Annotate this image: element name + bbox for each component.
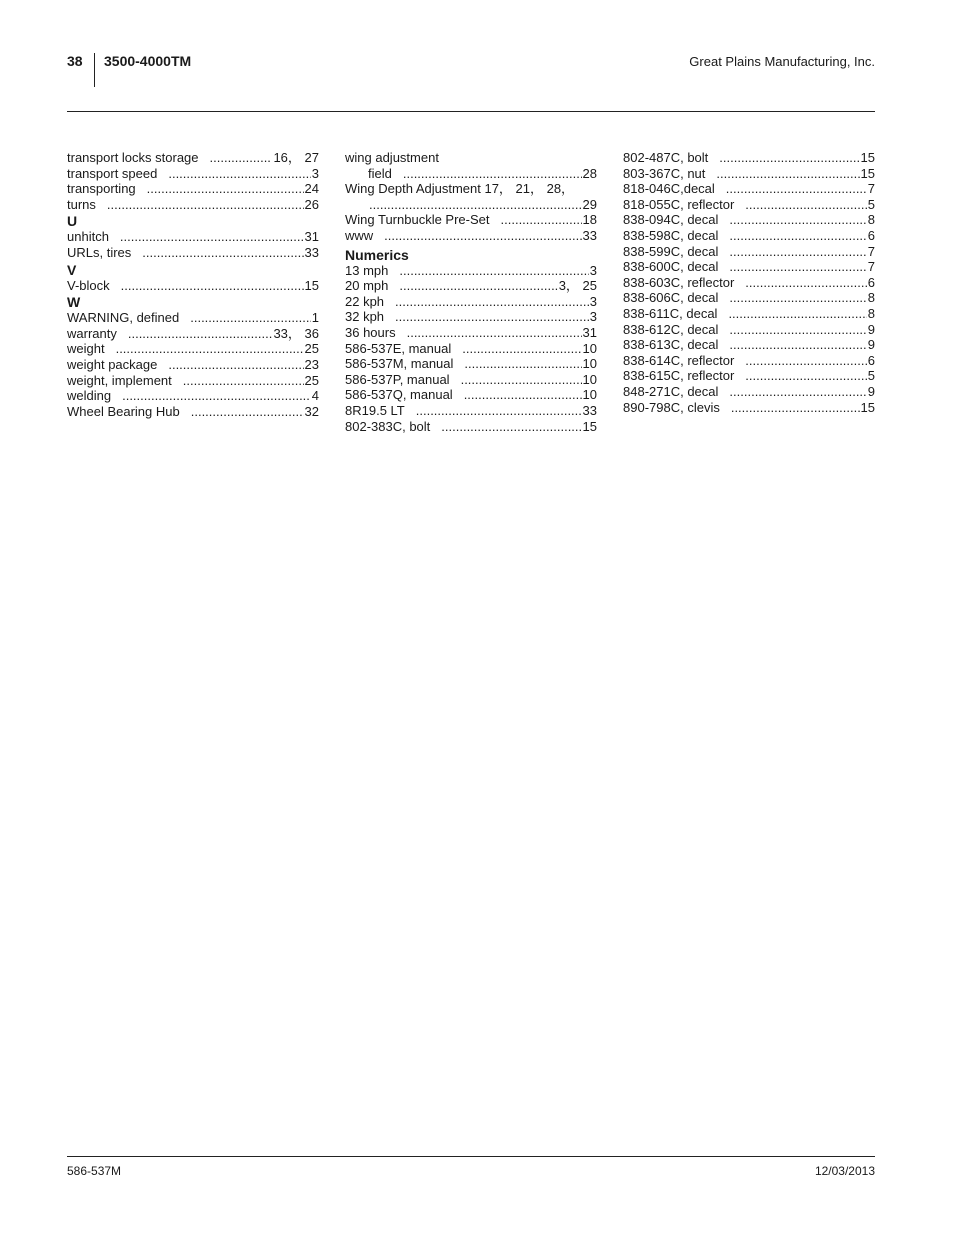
- index-entry-pages: 3: [589, 293, 597, 309]
- index-entry-label: unhitch: [67, 229, 109, 245]
- index-section-heading: Numerics: [345, 246, 409, 263]
- dot-leader: [384, 228, 581, 244]
- index-entry-label: 838-612C, decal: [623, 321, 719, 337]
- dot-leader: [403, 166, 582, 182]
- index-entry-pages: 9: [867, 337, 875, 353]
- dot-leader: [142, 245, 303, 261]
- index-entry-label: www: [345, 227, 374, 243]
- index-entry: [345, 228, 597, 244]
- doc-title: 3500-4000TM: [104, 53, 192, 69]
- index-entry-pages: 8: [867, 212, 875, 228]
- index-entry: [67, 229, 319, 245]
- index-entry-label: weight package: [67, 356, 158, 372]
- index-entry: [67, 373, 319, 389]
- dot-leader: [745, 353, 866, 369]
- dot-leader: [128, 326, 273, 342]
- dot-leader: [121, 278, 304, 294]
- index-entry-pages: 5: [867, 196, 875, 212]
- index-entry-pages: 1: [311, 310, 319, 326]
- index-entry: [623, 212, 875, 228]
- index-entry-pages: 3: [589, 309, 597, 325]
- dot-leader: [464, 387, 582, 403]
- index-entry-label: 586-537P, manual: [345, 371, 450, 387]
- index-entry-label: welding: [67, 388, 112, 404]
- header-rule: [67, 111, 875, 112]
- dot-leader: [183, 373, 304, 389]
- index-entry-label: 838-606C, decal: [623, 290, 719, 306]
- index-entry: [67, 181, 319, 197]
- index-entry-pages: 23: [304, 356, 319, 372]
- index-entry-label: 586-537E, manual: [345, 340, 452, 356]
- index-entry-label: warranty: [67, 325, 117, 341]
- index-entry-label: 22 kph: [345, 293, 385, 309]
- index-entry: [345, 419, 597, 435]
- index-entry-pages: 25: [304, 341, 319, 357]
- index-entry-label: 838-611C, decal: [623, 305, 718, 321]
- index-entry-label: 818-055C, reflector: [623, 196, 735, 212]
- index-entry-label: Wheel Bearing Hub: [67, 403, 180, 419]
- index-section-heading: W: [67, 294, 81, 311]
- dot-leader: [729, 337, 866, 353]
- index-entry-pages: 7: [867, 181, 875, 197]
- index-entry-label: 586-537Q, manual: [345, 387, 453, 403]
- dot-leader: [501, 212, 582, 228]
- dot-leader: [729, 228, 866, 244]
- index-entry: [623, 197, 875, 213]
- index-entry-pages: 16， 27: [273, 150, 319, 165]
- index-entry: [623, 337, 875, 353]
- index-entry: [67, 166, 319, 182]
- index-entry-label: 838-094C, decal: [623, 212, 719, 228]
- index-column-1: [67, 150, 319, 419]
- index-entry-pages: 15: [304, 277, 319, 293]
- index-entry-label: transport speed: [67, 165, 158, 181]
- index-entry-pages: 29: [582, 196, 597, 212]
- index-entry-pages: 10: [582, 387, 597, 403]
- index-entry-pages: 31: [582, 324, 597, 340]
- index-entry-pages: 26: [304, 196, 319, 212]
- index-entry: [623, 259, 875, 275]
- dot-leader: [168, 166, 310, 182]
- index-entry: [67, 310, 319, 326]
- index-entry: [67, 326, 319, 342]
- dot-leader: [395, 309, 589, 325]
- index-entry: [67, 388, 319, 404]
- index-entry-pages: 24: [304, 181, 319, 197]
- index-entry: [623, 353, 875, 369]
- index-entry-label: 818-046C,decal: [623, 181, 715, 197]
- dot-leader: [191, 404, 304, 420]
- footer-rule: [67, 1156, 875, 1157]
- index-entry-label: 838-600C, decal: [623, 259, 719, 275]
- index-entry-heading: Wing Depth Adjustment 17， 21， 28，: [345, 181, 575, 197]
- index-entry-pages: 4: [311, 388, 319, 404]
- index-entry: [623, 368, 875, 384]
- index-entry: [67, 278, 319, 294]
- index-entry-label: WARNING, defined: [67, 310, 180, 326]
- index-entry-label: V-block: [67, 277, 110, 293]
- index-entry-label: URLs, tires: [67, 244, 132, 260]
- index-entry: [67, 341, 319, 357]
- index-entry: [623, 181, 875, 197]
- index-entry: [345, 309, 597, 325]
- index-entry-pages: 15: [582, 418, 597, 434]
- index-entry: [623, 290, 875, 306]
- index-entry-pages: 9: [867, 383, 875, 399]
- dot-leader: [407, 325, 582, 341]
- index-entry-label: 838-603C, reflector: [623, 274, 735, 290]
- index-entry-pages: 7: [867, 259, 875, 275]
- index-entry-pages: 28: [582, 165, 597, 181]
- index-entry-label: 802-487C, bolt: [623, 150, 709, 165]
- dot-leader: [719, 150, 859, 166]
- index-entry-pages: 8: [867, 290, 875, 306]
- dot-leader: [745, 275, 866, 291]
- dot-leader: [745, 368, 866, 384]
- index-entry: [345, 212, 597, 228]
- dot-leader: [147, 181, 304, 197]
- index-entry: [67, 245, 319, 261]
- index-entry: [623, 322, 875, 338]
- index-entry-label: 13 mph: [345, 262, 389, 278]
- publish-date: 12/03/2013: [814, 1164, 875, 1178]
- dot-leader: [441, 419, 581, 435]
- index-entry-label: 803-367C, nut: [623, 165, 706, 181]
- index-entry-pages: 6: [867, 352, 875, 368]
- index-entry-pages: 31: [304, 229, 319, 245]
- index-entry-label: weight, implement: [67, 372, 172, 388]
- dot-leader: [462, 341, 581, 357]
- index-section-heading: U: [67, 213, 78, 230]
- index-entry-pages: 18: [582, 212, 597, 228]
- index-entry-label: 838-614C, reflector: [623, 352, 735, 368]
- index-entry: [67, 197, 319, 213]
- index-entry-pages: 3， 25: [558, 278, 597, 294]
- index-entry: [345, 166, 597, 182]
- index-entry: [345, 197, 597, 213]
- index-entry-pages: 10: [582, 340, 597, 356]
- index-entry: [345, 278, 597, 294]
- index-entry: [345, 263, 597, 279]
- index-entry-label: 838-615C, reflector: [623, 368, 735, 384]
- dot-leader: [210, 150, 273, 166]
- index-entry-pages: 33: [582, 402, 597, 418]
- index-column-3: [623, 150, 875, 415]
- index-entry-pages: 3: [589, 262, 597, 278]
- index-entry-pages: 15: [860, 399, 875, 415]
- dot-leader: [728, 306, 866, 322]
- index-entry-pages: 8: [867, 305, 875, 321]
- dot-leader: [395, 294, 589, 310]
- dot-leader: [745, 197, 866, 213]
- index-entry: [623, 166, 875, 182]
- dot-leader: [729, 259, 866, 275]
- index-entry: [623, 228, 875, 244]
- index-entry-pages: 6: [867, 227, 875, 243]
- dot-leader: [464, 356, 581, 372]
- dot-leader: [120, 229, 304, 245]
- index-entry-label: turns: [67, 196, 96, 212]
- dot-leader: [122, 388, 311, 404]
- dot-leader: [729, 384, 866, 400]
- index-entry: [67, 357, 319, 373]
- dot-leader: [116, 341, 304, 357]
- index-entry: [623, 275, 875, 291]
- index-entry: [345, 372, 597, 388]
- dot-leader: [369, 197, 582, 213]
- index-entry-pages: 7: [867, 243, 875, 259]
- dot-leader: [399, 278, 557, 294]
- index-entry: [623, 150, 875, 166]
- index-entry-label: transport locks storage: [67, 150, 199, 165]
- index-entry-label: 890-798C, clevis: [623, 399, 720, 415]
- index-entry-label: 802-383C, bolt: [345, 418, 431, 434]
- index-entry-pages: 6: [867, 274, 875, 290]
- index-entry-label: 838-598C, decal: [623, 227, 719, 243]
- index-entry: [345, 341, 597, 357]
- index-entry: [623, 244, 875, 260]
- index-entry: [345, 356, 597, 372]
- part-number: 586-537M: [67, 1164, 122, 1178]
- header-divider: [94, 53, 95, 87]
- index-entry-pages: 5: [867, 368, 875, 384]
- index-entry-heading: wing adjustment: [345, 150, 439, 165]
- index-section-heading: V: [67, 261, 77, 278]
- index-entry-label: 838-599C, decal: [623, 243, 719, 259]
- index-entry-pages: 9: [867, 321, 875, 337]
- index-entry: [623, 400, 875, 416]
- index-entry-label: 848-271C, decal: [623, 383, 719, 399]
- index-entry: [67, 150, 319, 166]
- index-entry: [345, 387, 597, 403]
- index-entry-pages: 10: [582, 371, 597, 387]
- index-entry-pages: 33， 36: [273, 325, 319, 341]
- dot-leader: [190, 310, 311, 326]
- index-entry: [345, 294, 597, 310]
- index-entry-label: weight: [67, 341, 105, 357]
- index-entry-label: field: [368, 165, 392, 181]
- index-entry-pages: 3: [311, 165, 319, 181]
- index-entry-label: transporting: [67, 181, 136, 197]
- index-entry: [623, 384, 875, 400]
- index-entry-pages: 10: [582, 356, 597, 372]
- index-entry-label: 32 kph: [345, 309, 385, 325]
- index-entry-label: Wing Turnbuckle Pre-Set: [345, 212, 490, 228]
- dot-leader: [729, 244, 866, 260]
- index-column-2: [345, 150, 597, 434]
- dot-leader: [399, 263, 588, 279]
- dot-leader: [107, 197, 304, 213]
- dot-leader: [461, 372, 582, 388]
- index-entry: [67, 404, 319, 420]
- index-entry: [623, 306, 875, 322]
- index-entry-pages: 32: [304, 403, 319, 419]
- index-entry-pages: 33: [304, 244, 319, 260]
- dot-leader: [416, 403, 582, 419]
- index-entry-label: 586-537M, manual: [345, 356, 454, 372]
- dot-leader: [716, 166, 859, 182]
- dot-leader: [168, 357, 303, 373]
- index-entry-label: 8R19.5 LT: [345, 402, 405, 418]
- index-entry: [345, 403, 597, 419]
- company-name: Great Plains Manufacturing, Inc.: [689, 54, 875, 69]
- dot-leader: [729, 322, 866, 338]
- dot-leader: [731, 400, 860, 416]
- index-entry-label: 36 hours: [345, 324, 396, 340]
- dot-leader: [726, 181, 867, 197]
- dot-leader: [729, 290, 866, 306]
- page-number: 38: [67, 53, 83, 69]
- index-entry-pages: 15: [860, 165, 875, 181]
- index-entry-pages: 25: [304, 372, 319, 388]
- dot-leader: [729, 212, 866, 228]
- index-entry-label: 20 mph: [345, 278, 389, 294]
- index-entry-label: 838-613C, decal: [623, 337, 719, 353]
- index-entry: [345, 325, 597, 341]
- index-entry-pages: 15: [860, 150, 875, 165]
- index-entry-pages: 33: [582, 227, 597, 243]
